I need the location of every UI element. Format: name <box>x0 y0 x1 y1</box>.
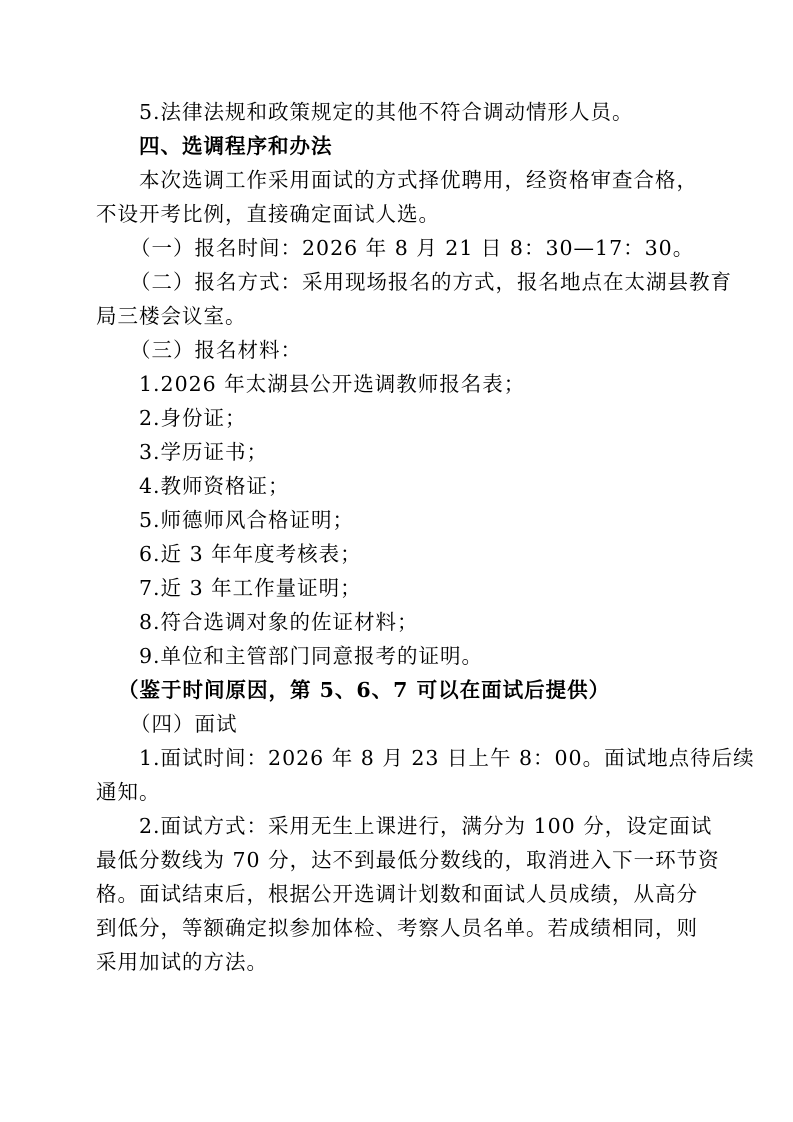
list-item: 1.2026 年太湖县公开选调教师报名表； <box>139 372 526 396</box>
list-item: 6.近 3 年年度考核表； <box>139 542 362 566</box>
list-item: 7.近 3 年工作量证明； <box>139 576 362 600</box>
list-item: 9.单位和主管部门同意报考的证明。 <box>139 644 484 668</box>
text-line: 1.面试时间：2026 年 8 月 23 日上午 8：00。面试地点待后续 <box>139 746 755 770</box>
text-line: 5.法律法规和政策规定的其他不符合调动情形人员。 <box>139 100 634 124</box>
text-line: 到低分，等额确定拟参加体检、考察人员名单。若成绩相同，则 <box>96 916 698 940</box>
text-line: 采用加试的方法。 <box>96 950 268 974</box>
text-line: （一）报名时间：2026 年 8 月 21 日 8：30—17：30。 <box>130 236 695 260</box>
section-heading: 四、选调程序和办法 <box>139 134 333 158</box>
list-item: 5.师德师风合格证明； <box>139 508 355 532</box>
text-line: （三）报名材料： <box>130 338 302 362</box>
text-line: 不设开考比例，直接确定面试人选。 <box>96 202 440 226</box>
list-item: 2.身份证； <box>139 406 247 430</box>
list-item: 3.学历证书； <box>139 440 269 464</box>
text-line: 本次选调工作采用面试的方式择优聘用，经资格审查合格， <box>139 168 698 192</box>
list-item: 4.教师资格证； <box>139 474 290 498</box>
text-line: （二）报名方式：采用现场报名的方式，报名地点在太湖县教育 <box>130 270 732 294</box>
text-line: 2.面试方式：采用无生上课进行，满分为 100 分，设定面试 <box>139 814 713 838</box>
bold-note: （鉴于时间原因，第 5、6、7 可以在面试后提供） <box>118 678 611 702</box>
text-line: 局三楼会议室。 <box>96 304 247 328</box>
text-line: 通知。 <box>96 780 161 804</box>
list-item: 8.符合选调对象的佐证材料； <box>139 610 419 634</box>
text-line: （四）面试 <box>130 712 238 736</box>
text-line: 最低分数线为 70 分，达不到最低分数线的，取消进入下一环节资 <box>96 848 720 872</box>
text-line: 格。面试结束后，根据公开选调计划数和面试人员成绩，从高分 <box>96 882 698 906</box>
